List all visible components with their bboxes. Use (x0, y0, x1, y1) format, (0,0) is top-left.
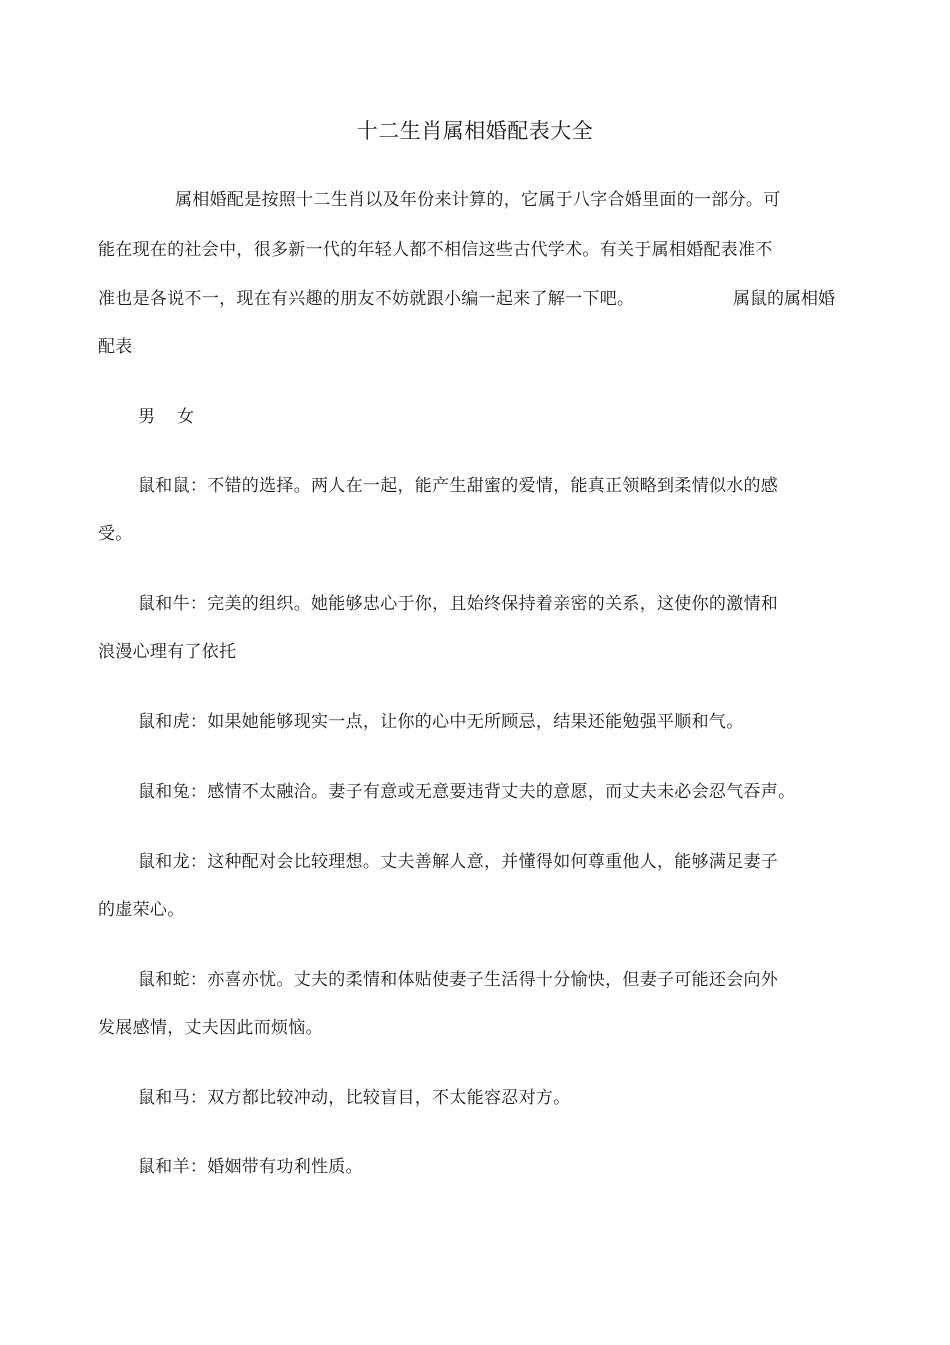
intro-line-1: 属相婚配是按照十二生肖以及年份来计算的，它属于八字合婚里面的一部分。可 (175, 190, 781, 210)
pair-rat-goat-line-1: 鼠和羊：婚姻带有功利性质。 (138, 1157, 363, 1177)
pair-rat-dragon-line-2: 的虚荣心。 (98, 900, 185, 920)
page-title: 十二生肖属相婚配表大全 (356, 119, 594, 143)
pair-rat-rat-line-2: 受。 (98, 524, 133, 544)
pair-rat-horse-line-1: 鼠和马：双方都比较冲动，比较盲目，不太能容忍对方。 (138, 1088, 571, 1108)
pair-rat-rat-line-1: 鼠和鼠：不错的选择。两人在一起，能产生甜蜜的爱情，能真正领略到柔情似水的感 (138, 476, 779, 496)
gender-female-label: 女 (177, 407, 194, 427)
section-heading-part-2: 配表 (98, 337, 133, 357)
pair-rat-ox-line-2: 浪漫心理有了依托 (98, 642, 237, 662)
section-heading-part-1: 属鼠的属相婚 (733, 289, 835, 309)
pair-rat-ox-line-1: 鼠和牛：完美的组织。她能够忠心于你，且始终保持着亲密的关系，这使你的激情和 (138, 594, 779, 614)
gender-male-label: 男 (138, 407, 155, 427)
pair-rat-tiger-line-1: 鼠和虎：如果她能够现实一点，让你的心中无所顾忌，结果还能勉强平顺和气。 (138, 712, 744, 732)
intro-line-3: 准也是各说不一，现在有兴趣的朋友不妨就跟小编一起来了解一下吧。 (98, 289, 635, 309)
pair-rat-rabbit-line-1: 鼠和兔：感情不太融洽。妻子有意或无意要违背丈夫的意愿，而丈夫未必会忍气吞声。 (138, 782, 796, 802)
intro-line-2: 能在现在的社会中，很多新一代的年轻人都不相信这些古代学术。有关于属相婚配表准不 (98, 240, 773, 260)
pair-rat-snake-line-2: 发展感情，丈夫因此而烦恼。 (98, 1018, 323, 1038)
pair-rat-dragon-line-1: 鼠和龙：这种配对会比较理想。丈夫善解人意，并懂得如何尊重他人，能够满足妻子 (138, 852, 779, 872)
pair-rat-snake-line-1: 鼠和蛇：亦喜亦忧。丈夫的柔情和体贴使妻子生活得十分愉快，但妻子可能还会向外 (138, 970, 779, 990)
